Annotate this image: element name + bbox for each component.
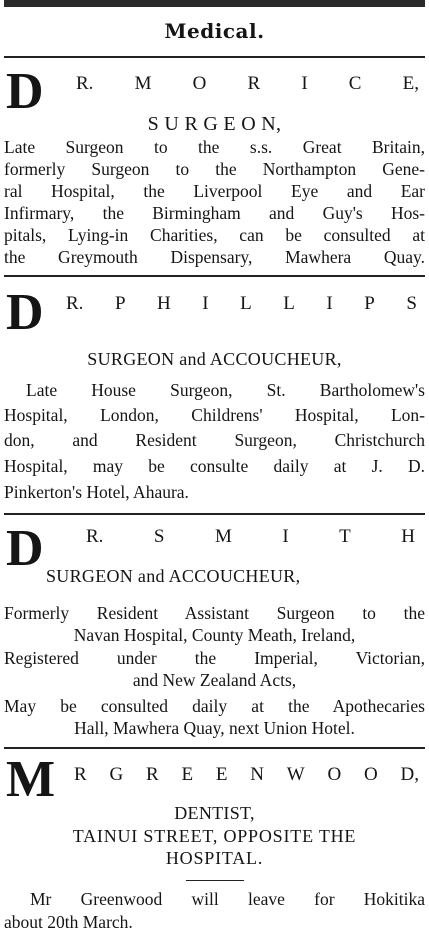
greenwood-notice-line: about 20th March. xyxy=(4,912,133,932)
greenwood-address-line: HOSPITAL. xyxy=(165,848,264,868)
phillips-body-line: Pinkerton's Hotel, Ahaura. xyxy=(4,482,189,502)
short-divider xyxy=(186,880,244,881)
smith-name-letter: S xyxy=(153,526,165,547)
top-border xyxy=(4,0,425,7)
smith-name-letter: M xyxy=(214,526,232,547)
morice-name-letter: R xyxy=(247,73,261,94)
morice-name-letter: I xyxy=(301,73,308,94)
greenwood-name-letter: E xyxy=(215,764,228,785)
greenwood-name-letter: D, xyxy=(400,764,419,785)
phillips-name-letter: P xyxy=(364,293,375,314)
smith-title: SURGEON and ACCOUCHEUR, xyxy=(46,566,301,586)
morice-body-line: ral Hospital, the Liverpool Eye and Ear xyxy=(4,181,425,201)
greenwood-notice-line: Mr Greenwood will leave for Hokitika xyxy=(30,889,425,909)
greenwood-name-letter: R xyxy=(145,764,159,785)
divider xyxy=(4,747,425,749)
phillips-name-letter: L xyxy=(240,293,252,314)
smith-name xyxy=(86,527,415,546)
divider xyxy=(4,56,425,58)
smith-body-line: Registered under the Imperial, Victorian, xyxy=(4,648,425,668)
morice-body-line: Late Surgeon to the s.s. Great Britain, xyxy=(4,137,425,157)
morice-title: S U R G E O N, xyxy=(147,113,282,135)
divider xyxy=(4,275,425,277)
smith-initial: D xyxy=(6,520,44,577)
phillips-initial: D xyxy=(6,284,44,341)
smith-body-line: Formerly Resident Assistant Surgeon to the xyxy=(4,603,425,623)
smith-name-letter: R. xyxy=(86,526,104,547)
phillips-body-line: Late House Surgeon, St. Bartholomew's xyxy=(26,380,425,400)
morice-name xyxy=(76,74,419,93)
morice-name-letter: R. xyxy=(76,73,94,94)
section-heading: Medical. xyxy=(164,19,265,43)
phillips-name-letter: R. xyxy=(66,293,84,314)
smith-name-letter: H xyxy=(401,526,415,547)
greenwood-name xyxy=(74,765,419,784)
smith-body-line: Navan Hospital, County Meath, Ireland, xyxy=(73,625,356,645)
morice-initial: D xyxy=(6,63,44,120)
greenwood-name-letter: E xyxy=(181,764,194,785)
morice-name-letter: O xyxy=(192,73,207,94)
phillips-name-letter: L xyxy=(283,293,295,314)
divider xyxy=(4,513,425,515)
greenwood-name-letter: G xyxy=(109,764,124,785)
smith-name-letter: I xyxy=(282,526,289,547)
smith-name-letter: T xyxy=(339,526,351,547)
morice-body-line: pitals, Lying-in Charities, can be consulted at xyxy=(4,225,425,245)
phillips-name-letter: P xyxy=(114,293,126,314)
greenwood-title: DENTIST, xyxy=(174,803,255,823)
phillips-name xyxy=(66,294,417,313)
greenwood-name-letter: O xyxy=(363,764,378,785)
morice-body-line: the Greymouth Dispensary, Mawhera Quay. xyxy=(4,247,425,267)
smith-body-line: and New Zealand Acts, xyxy=(132,670,297,690)
phillips-body-line: Hospital, may be consulte daily at J. D. xyxy=(4,456,425,476)
greenwood-name-letter: W xyxy=(286,764,305,785)
greenwood-initial: M xyxy=(6,751,56,808)
morice-name-letter: C xyxy=(348,73,362,94)
morice-body-line: Infirmary, the Birmingham and Guy's Hos- xyxy=(4,203,425,223)
morice-body-line: formerly Surgeon to the Northampton Gene- xyxy=(4,159,425,179)
greenwood-address-line: TAINUI STREET, OPPOSITE THE xyxy=(72,826,357,846)
phillips-name-letter: H xyxy=(157,293,171,314)
greenwood-name-letter: N xyxy=(250,764,264,785)
phillips-name-letter: S xyxy=(406,293,417,314)
morice-name-letter: E, xyxy=(402,73,419,94)
phillips-name-letter: I xyxy=(326,293,333,314)
phillips-title: SURGEON and ACCOUCHEUR, xyxy=(87,349,342,369)
smith-body-line: May be consulted daily at the Apothecaries xyxy=(4,696,425,716)
morice-name-letter: M xyxy=(134,73,152,94)
phillips-body-line: don, and Resident Surgeon, Christchurch xyxy=(4,430,425,450)
phillips-name-letter: I xyxy=(202,293,209,314)
greenwood-name-letter: R xyxy=(74,764,87,785)
phillips-body-line: Hospital, London, Childrens' Hospital, Lon- xyxy=(4,405,425,425)
greenwood-name-letter: O xyxy=(327,764,342,785)
smith-body-line: Hall, Mawhera Quay, next Union Hotel. xyxy=(74,718,355,738)
